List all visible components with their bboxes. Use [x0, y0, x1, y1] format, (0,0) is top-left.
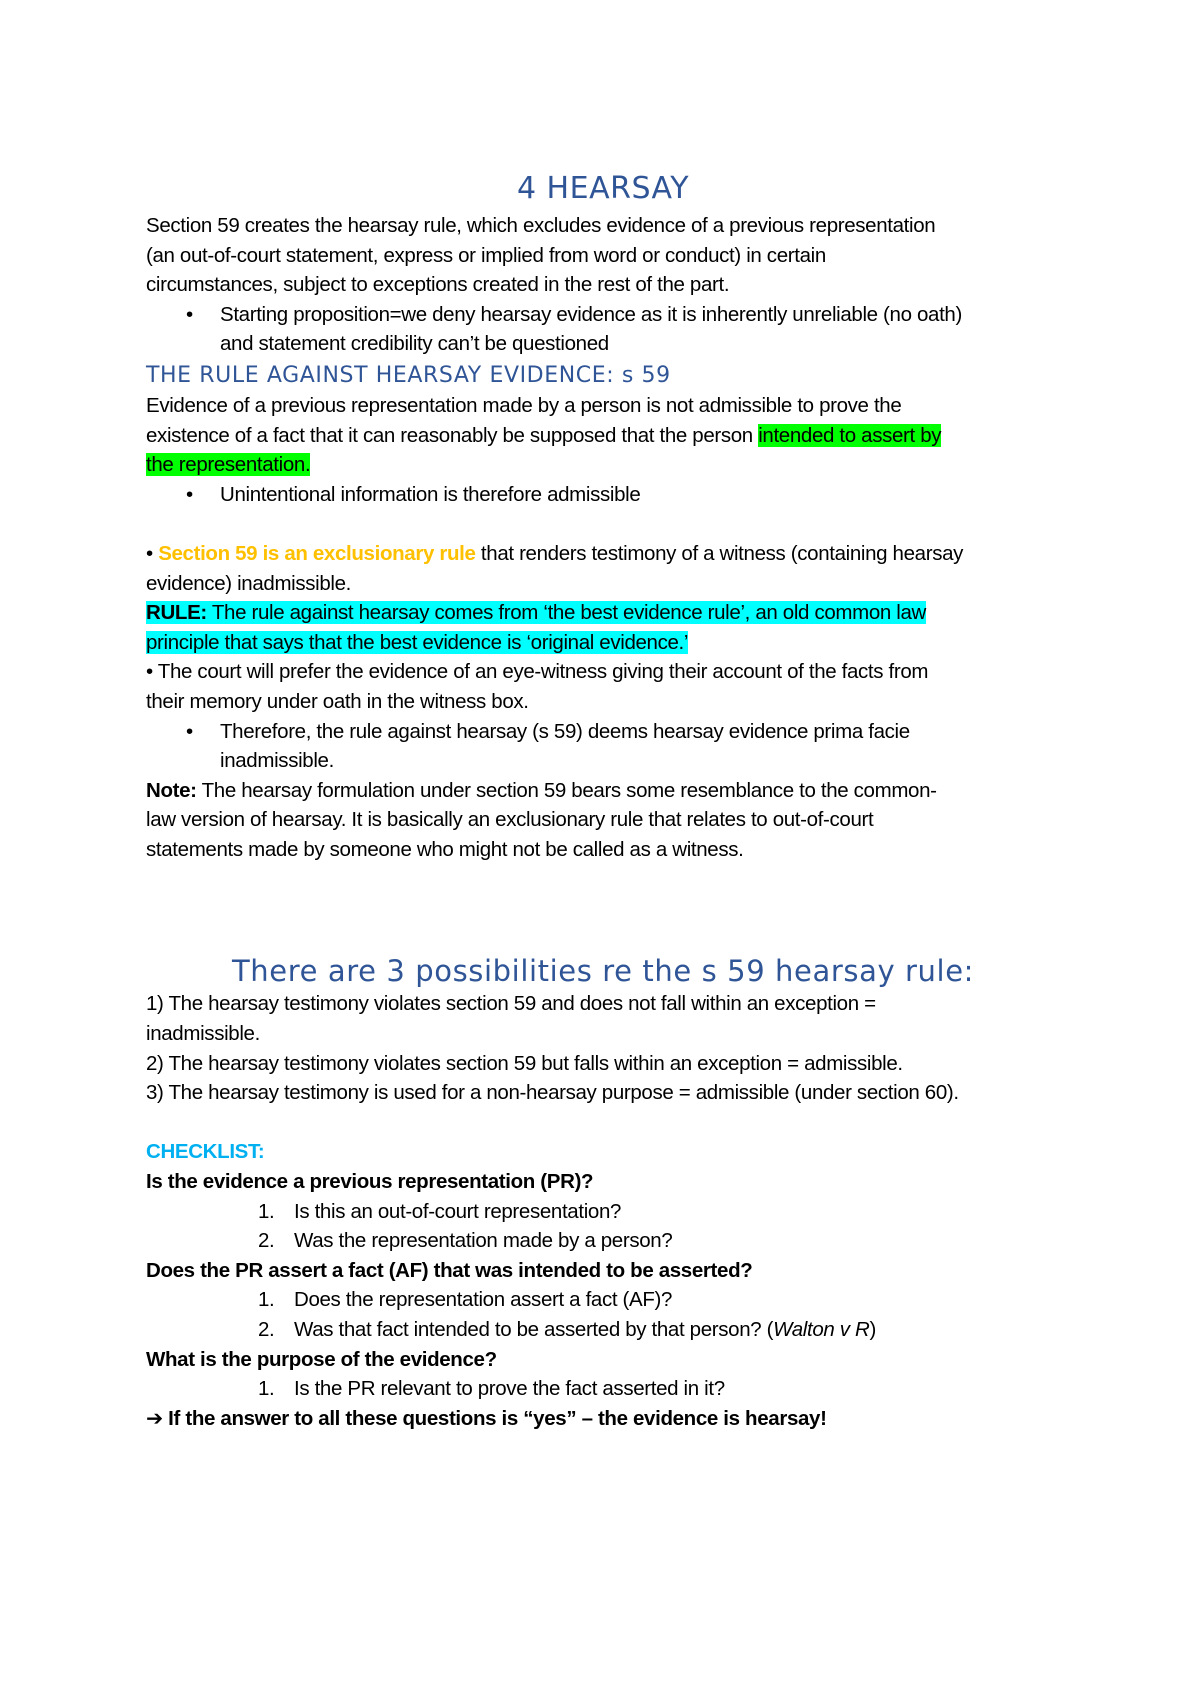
rule-text-1: The rule against hearsay comes from ‘the best evidence rule’, an old common law	[206, 601, 927, 625]
spacer	[146, 1108, 1060, 1138]
note-label: Note:	[146, 778, 197, 802]
rule-heading: THE RULE AGAINST HEARSAY EVIDENCE: s 59	[146, 362, 671, 388]
spacer	[146, 509, 1060, 539]
checklist-q2-item	[146, 1285, 1060, 1315]
rule-label: RULE:	[146, 601, 207, 625]
intro-line-3: circumstances, subject to exceptions created in the rest of the part.	[146, 273, 730, 297]
item-text: Is the PR relevant to prove the fact asserted in it?	[294, 1377, 725, 1401]
item-number: 2.	[258, 1229, 275, 1253]
checklist-q2-item	[146, 1315, 1060, 1345]
court-line-1: • The court will prefer the evidence of an eye-witness giving their account of the facts from	[146, 660, 929, 684]
bullet-text-line-1: Starting proposition=we deny hearsay evidence as it is inherently unreliable (no oath)	[220, 302, 962, 326]
possibility-1-line-2: inadmissible.	[146, 1022, 260, 1046]
exclusionary-paragraph	[146, 539, 1060, 717]
note-line-2: law version of hearsay. It is basically an exclusionary rule that relates to out-of-court	[146, 808, 874, 832]
highlight-intended-assert: intended to assert by	[758, 423, 942, 447]
bullet-text-line-2: and statement credibility can’t be questioned	[220, 332, 609, 356]
bullet-starting-proposition	[146, 300, 1060, 359]
exclusionary-line-1: that renders testimony of a witness (containing hearsay	[475, 541, 964, 565]
possibilities-heading: There are 3 possibilities re the s 59 hearsay rule:	[231, 954, 975, 989]
exclusionary-line-2: evidence) inadmissible.	[146, 571, 352, 595]
note-line-3: statements made by someone who might not be called as a witness.	[146, 837, 744, 861]
note-line-1: The hearsay formulation under section 59 bears some resemblance to the common-	[196, 778, 937, 802]
item-text: Is this an out-of-court representation?	[294, 1199, 622, 1223]
possibility-3: 3) The hearsay testimony is used for a non-hearsay purpose = admissible (under section 60).	[146, 1081, 959, 1105]
case-citation: Walton v R	[773, 1318, 870, 1341]
bullet-therefore	[146, 717, 1060, 776]
checklist-conclusion	[146, 1404, 1060, 1434]
intro-line-2: (an out-of-court statement, express or implied from word or conduct) in certain	[146, 243, 826, 267]
intro-paragraph	[146, 211, 1060, 300]
item-number: 1.	[258, 1288, 275, 1312]
spacer	[146, 864, 1060, 953]
rule-paragraph	[146, 391, 1060, 480]
bullet-unintentional-text: Unintentional information is therefore admissible	[220, 482, 641, 506]
possibilities-list	[146, 989, 1060, 1107]
intro-line-1: Section 59 creates the hearsay rule, which excludes evidence of a previous representation	[146, 214, 936, 237]
bullet-dot-icon: •	[186, 482, 193, 506]
checklist-question-3: What is the purpose of the evidence?	[146, 1347, 497, 1371]
bullet-dot-icon: •	[186, 719, 193, 743]
item-number: 2.	[258, 1318, 275, 1341]
page-title: 4 HEARSAY	[516, 171, 690, 206]
checklist-q1-item	[146, 1197, 1060, 1227]
item-text: Was the representation made by a person?	[294, 1229, 673, 1253]
checklist-label: CHECKLIST:	[146, 1140, 265, 1164]
item-text: Does the representation assert a fact (AF)?	[294, 1288, 673, 1312]
item-text: Was that fact intended to be asserted by that person? (	[294, 1318, 774, 1341]
exclusionary-rule-emphasis: Section 59 is an exclusionary rule	[158, 541, 476, 565]
highlight-the-representation: the representation.	[146, 453, 311, 477]
therefore-line-2: inadmissible.	[220, 749, 334, 773]
checklist-question-2: Does the PR assert a fact (AF) that was intended to be asserted?	[146, 1258, 753, 1282]
item-number: 1.	[258, 1199, 275, 1223]
arrow-right-icon: ➔	[146, 1406, 163, 1430]
note-paragraph	[146, 776, 1060, 865]
court-line-2: their memory under oath in the witness box.	[146, 689, 529, 713]
rule-highlight-line-1	[146, 601, 926, 624]
item-number: 1.	[258, 1377, 275, 1401]
checklist-q1-item	[146, 1226, 1060, 1256]
possibility-1-line-1: 1) The hearsay testimony violates section 59 and does not fall within an exception =	[146, 992, 876, 1016]
rule-line-2: existence of a fact that it can reasonably be supposed that the person	[146, 423, 759, 447]
bullet-dot-icon: •	[186, 302, 193, 326]
therefore-line-1: Therefore, the rule against hearsay (s 59) deems hearsay evidence prima facie	[220, 719, 910, 743]
conclusion-text: If the answer to all these questions is “yes” – the evidence is hearsay!	[162, 1406, 827, 1430]
checklist-question-1: Is the evidence a previous representation (PR)?	[146, 1170, 594, 1194]
possibility-2: 2) The hearsay testimony violates section 59 but falls within an exception = admissible.	[146, 1051, 903, 1075]
checklist-q3-item	[146, 1374, 1060, 1404]
rule-line-1: Evidence of a previous representation made by a person is not admissible to prove the	[146, 393, 902, 417]
item-text-close: )	[869, 1318, 876, 1341]
rule-highlight-line-2: principle that says that the best evidence is ‘original evidence.’	[146, 630, 689, 654]
inline-bullet: •	[146, 541, 159, 565]
bullet-unintentional	[146, 480, 1060, 510]
